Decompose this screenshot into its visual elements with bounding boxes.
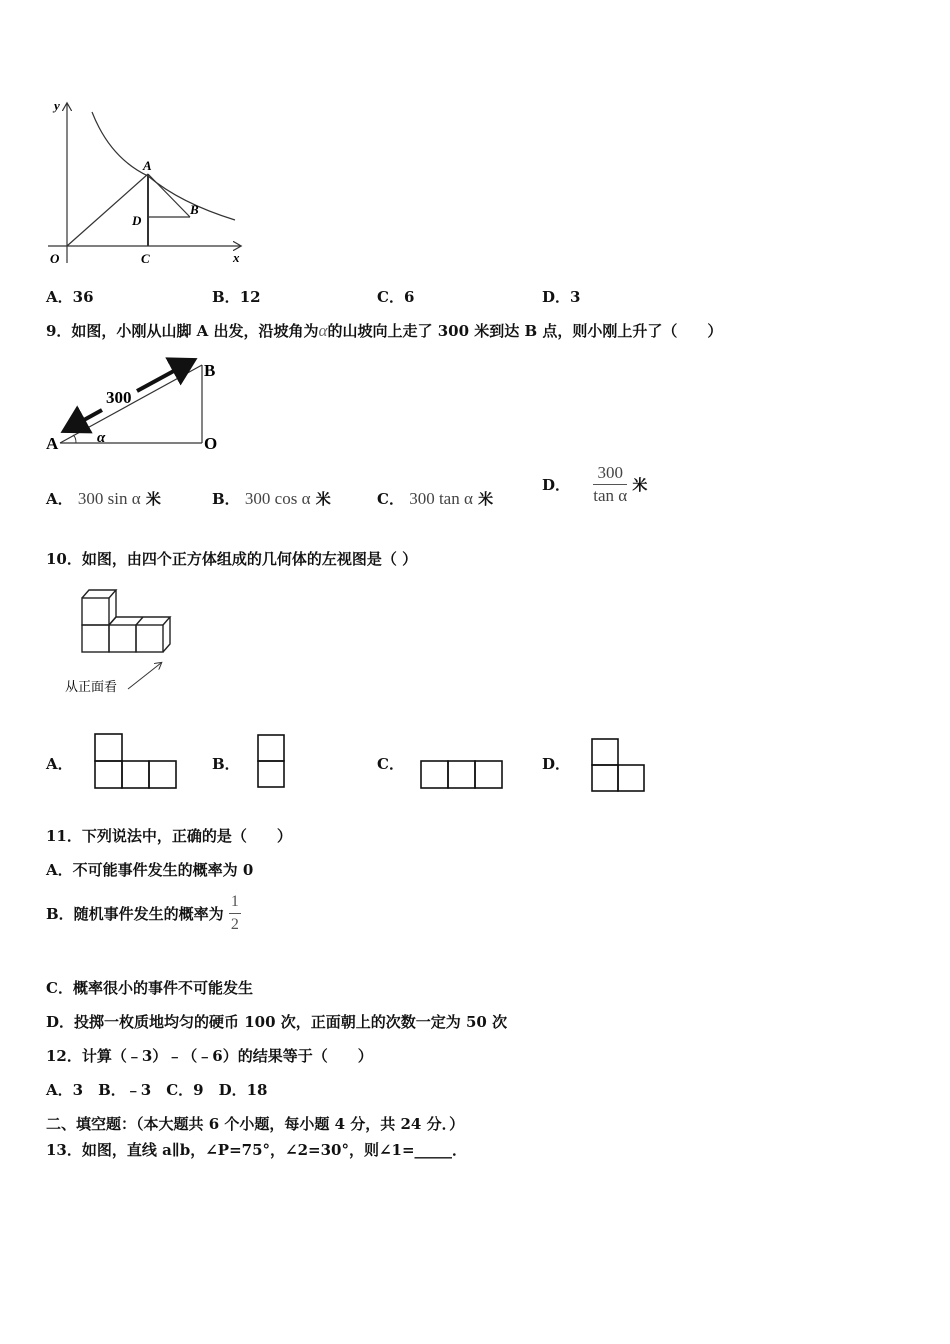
- q11-option-b: B．随机事件发生的概率为 $\frac{1}{2}$: [46, 891, 241, 936]
- distance-arrow-up: [137, 360, 194, 391]
- q9-option-d: D． $\frac{300}{\text{tan α}}$ 米: [542, 463, 648, 505]
- q9-slope-figure: [42, 355, 232, 455]
- q10-stem: 10．如图，由四个正方体组成的几何体的左视图是（ ）: [46, 550, 418, 568]
- hyperbola-curve: [92, 112, 235, 220]
- view-arrow: [128, 663, 161, 689]
- q9-option-c: C． 300 tan α 米: [377, 489, 494, 508]
- q10-option-a-figure: [93, 732, 179, 792]
- label-a: A: [46, 434, 59, 453]
- view-caption: 从正面看: [65, 680, 118, 695]
- label-d: D: [132, 213, 142, 228]
- q8-option-c: C．6: [377, 288, 415, 306]
- q11-stem: 11．下列说法中，正确的是（ ）: [46, 827, 292, 845]
- q8-option-d: D．3: [542, 288, 581, 306]
- q8-option-b: B．12: [212, 288, 261, 306]
- segment-ab: [148, 174, 190, 217]
- q11-option-a: A．不可能事件发生的概率为 0: [46, 861, 254, 879]
- q11-option-c: C．概率很小的事件不可能发生: [46, 979, 253, 997]
- section-heading: 二、填空题：（本大题共 6 个小题，每小题 4 分，共 24 分．）: [46, 1115, 465, 1133]
- q10-option-c-figure: [419, 759, 505, 791]
- fraction: $\frac{300}{\text{tan α}}$: [593, 463, 628, 505]
- label-a: A: [143, 158, 152, 173]
- label-y: y: [54, 98, 60, 113]
- q10-option-a-letter: A．: [46, 755, 73, 773]
- label-b: B: [204, 361, 216, 380]
- q10-option-b-letter: B．: [212, 755, 240, 773]
- q9-option-a: A． 300 sin α 米: [46, 489, 161, 508]
- label-alpha: α: [97, 430, 106, 446]
- q10-option-d-figure: [590, 737, 650, 795]
- label-300: 300: [106, 388, 132, 407]
- q11-option-d: D．投掷一枚质地均匀的硬币 100 次，正面朝上的次数一定为 50 次: [46, 1013, 508, 1031]
- distance-arrow-down: [64, 410, 102, 431]
- label-b: B: [190, 202, 199, 217]
- q12-stem: 12．计算（﹣3）﹣（﹣6）的结果等于（ ）: [46, 1047, 373, 1065]
- segment-oa: [67, 174, 148, 246]
- q10-cubes-figure: [60, 583, 190, 698]
- q10-option-d-letter: D．: [542, 755, 571, 773]
- fraction-one-half: $\frac{1}{2}$: [230, 893, 239, 933]
- label-o: O: [50, 251, 60, 266]
- label-c: C: [141, 251, 150, 266]
- label-o: O: [204, 434, 218, 453]
- q8-option-a: A．36: [46, 288, 94, 306]
- q12-options: A．3 B．﹣3 C．9 D．18: [46, 1081, 268, 1099]
- q8-graph-figure: [40, 98, 250, 270]
- q9-stem: 9．如图，小刚从山脚 A 出发，沿坡角为α的山坡向上走了 300 米到达 B 点，则小刚上升了（ ）: [46, 321, 723, 340]
- q10-option-c-letter: C．: [377, 755, 404, 773]
- q10-option-b-figure: [256, 733, 288, 791]
- label-x: x: [233, 250, 240, 265]
- q9-option-b: B． 300 cos α 米: [212, 489, 331, 508]
- q13-stem: 13．如图，直线 a∥b，∠P=75°，∠2=30°，则∠1=_____．: [46, 1141, 468, 1159]
